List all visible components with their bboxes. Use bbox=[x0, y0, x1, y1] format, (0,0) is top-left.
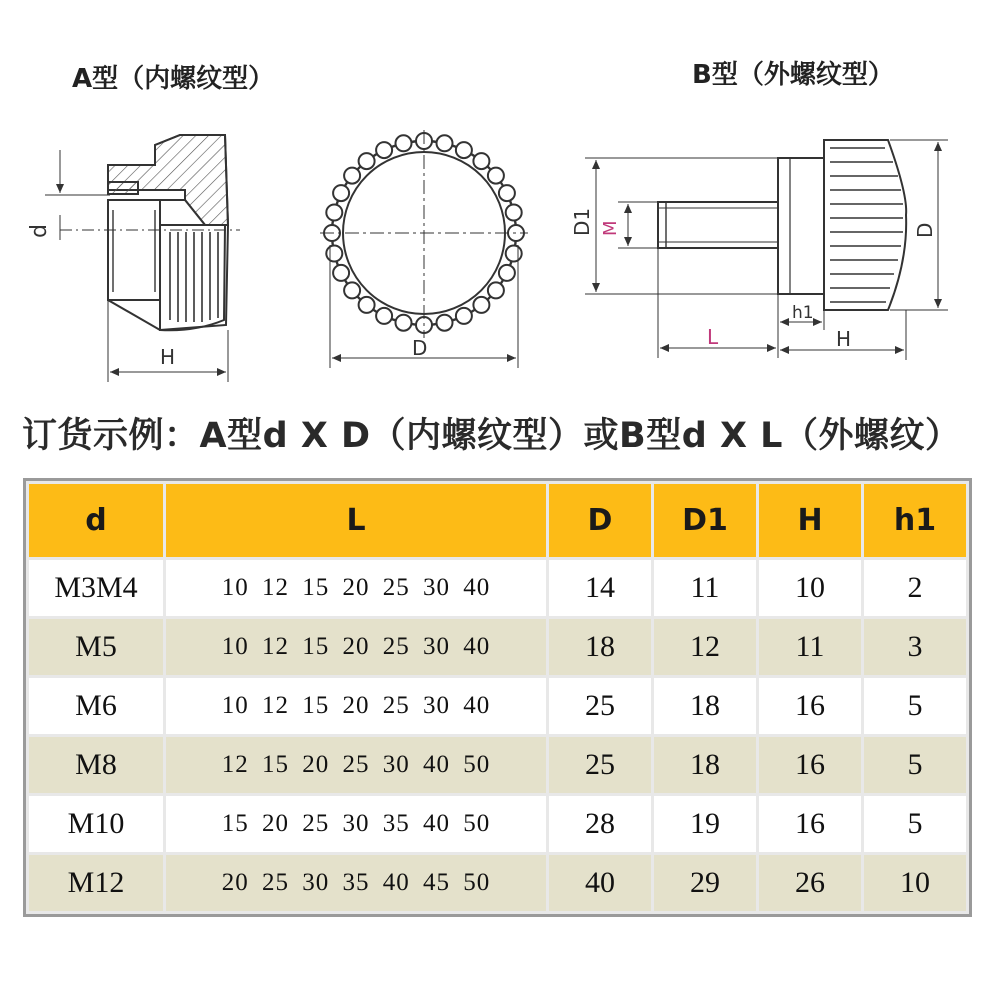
col-header-h1: h1 bbox=[863, 483, 968, 559]
dim-h-a-label: H bbox=[160, 345, 176, 369]
knurl-bump bbox=[456, 142, 472, 158]
cell-d1: 19 bbox=[653, 795, 758, 854]
knurl-bump bbox=[437, 315, 453, 331]
cell-d1: 12 bbox=[653, 618, 758, 677]
cell-h: 16 bbox=[758, 677, 863, 736]
knurl-bump bbox=[396, 315, 412, 331]
dim-d-label: d bbox=[27, 224, 52, 238]
dim-d-round-label: D bbox=[412, 336, 428, 360]
cell-l: 15 20 25 30 35 40 50 bbox=[165, 795, 548, 854]
cell-l: 20 25 30 35 40 45 50 bbox=[165, 854, 548, 913]
cell-d: M5 bbox=[28, 618, 165, 677]
cell-d: M12 bbox=[28, 854, 165, 913]
cell-d-outer: 14 bbox=[548, 559, 653, 618]
knurl-bump bbox=[499, 185, 515, 201]
cell-d-outer: 28 bbox=[548, 795, 653, 854]
knurl-bump bbox=[499, 265, 515, 281]
knurl-bump bbox=[437, 135, 453, 151]
knurl-bump bbox=[359, 297, 375, 313]
cell-d1: 18 bbox=[653, 677, 758, 736]
knurl-bump bbox=[396, 135, 412, 151]
col-header-l: L bbox=[165, 483, 548, 559]
spec-table bbox=[26, 481, 969, 914]
knurl-bump bbox=[456, 308, 472, 324]
cell-l: 10 12 15 20 25 30 40 bbox=[165, 559, 548, 618]
type-a-drawing bbox=[45, 135, 240, 382]
table-row bbox=[28, 677, 968, 736]
cell-h1: 5 bbox=[863, 677, 968, 736]
knurl-bump bbox=[506, 205, 522, 221]
knurl-bump bbox=[488, 168, 504, 184]
technical-drawing bbox=[0, 0, 1000, 400]
knurl-bump bbox=[506, 246, 522, 262]
table-row bbox=[28, 559, 968, 618]
dim-d-b-label: D bbox=[913, 222, 937, 238]
cell-d-outer: 18 bbox=[548, 618, 653, 677]
cell-d1: 11 bbox=[653, 559, 758, 618]
dim-h-b-label: H bbox=[836, 327, 852, 351]
dim-h1-label: h1 bbox=[792, 303, 814, 323]
cell-d-outer: 25 bbox=[548, 677, 653, 736]
order-example: 订货示例：A型d X D（内螺纹型）或B型d X L（外螺纹） bbox=[22, 416, 961, 456]
cell-h: 16 bbox=[758, 795, 863, 854]
type-b-label: B型（外螺纹型） bbox=[692, 60, 894, 90]
col-header-h: H bbox=[758, 483, 863, 559]
cell-h1: 5 bbox=[863, 736, 968, 795]
knurl-bump bbox=[473, 153, 489, 169]
cell-d1: 29 bbox=[653, 854, 758, 913]
cell-d: M6 bbox=[28, 677, 165, 736]
cell-h1: 5 bbox=[863, 795, 968, 854]
cell-d-outer: 25 bbox=[548, 736, 653, 795]
col-header-d-outer: D bbox=[548, 483, 653, 559]
cell-h: 10 bbox=[758, 559, 863, 618]
cell-h1: 10 bbox=[863, 854, 968, 913]
cell-l: 10 12 15 20 25 30 40 bbox=[165, 677, 548, 736]
knurl-bump bbox=[488, 282, 504, 298]
knurl-bump bbox=[359, 153, 375, 169]
type-a-label: A型（内螺纹型） bbox=[72, 64, 275, 94]
table-row bbox=[28, 618, 968, 677]
knurl-bump bbox=[326, 205, 342, 221]
cell-h1: 3 bbox=[863, 618, 968, 677]
table-header-row bbox=[28, 483, 968, 559]
cell-d: M10 bbox=[28, 795, 165, 854]
table-row bbox=[28, 736, 968, 795]
cell-d: M3M4 bbox=[28, 559, 165, 618]
knurl-bump bbox=[333, 265, 349, 281]
knurl-bump bbox=[344, 168, 360, 184]
knurl-bump bbox=[376, 142, 392, 158]
knurl-bump bbox=[333, 185, 349, 201]
cell-l: 12 15 20 25 30 40 50 bbox=[165, 736, 548, 795]
dim-m-label: M bbox=[600, 220, 621, 236]
cell-h1: 2 bbox=[863, 559, 968, 618]
knurl-bump bbox=[344, 282, 360, 298]
knurl-round-view bbox=[320, 130, 528, 368]
dim-d1-label: D1 bbox=[570, 207, 594, 236]
cell-l: 10 12 15 20 25 30 40 bbox=[165, 618, 548, 677]
cell-d: M8 bbox=[28, 736, 165, 795]
cell-h: 11 bbox=[758, 618, 863, 677]
cell-d1: 18 bbox=[653, 736, 758, 795]
table-row bbox=[28, 854, 968, 913]
knurl-bump bbox=[326, 246, 342, 262]
cell-h: 26 bbox=[758, 854, 863, 913]
col-header-d: d bbox=[28, 483, 165, 559]
type-b-drawing bbox=[585, 140, 948, 360]
knurl-bump bbox=[376, 308, 392, 324]
col-header-d1: D1 bbox=[653, 483, 758, 559]
knurl-bump bbox=[473, 297, 489, 313]
cell-h: 16 bbox=[758, 736, 863, 795]
table-row bbox=[28, 795, 968, 854]
dim-l-label: L bbox=[707, 325, 719, 349]
cell-d-outer: 40 bbox=[548, 854, 653, 913]
